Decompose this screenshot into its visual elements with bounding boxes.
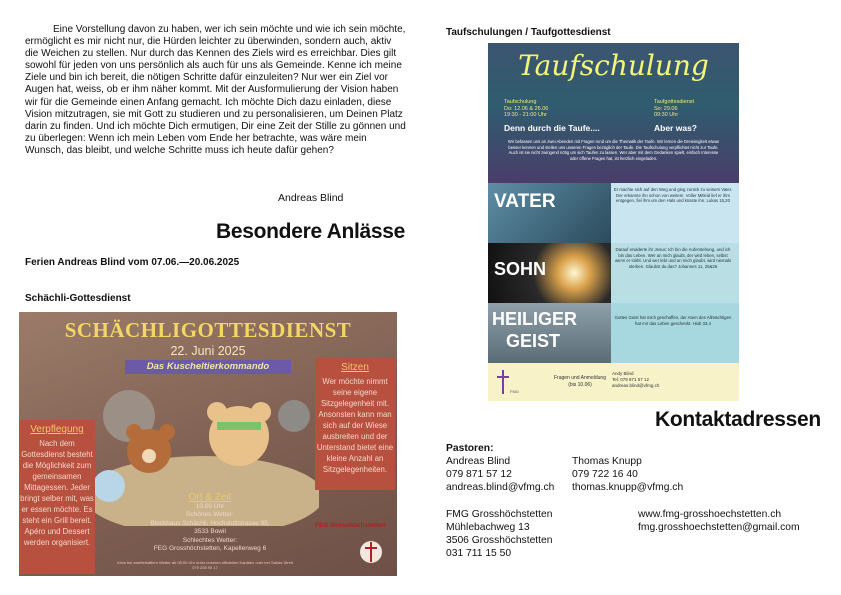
geist-word-2: GEIST — [506, 331, 561, 351]
taufschulung-poster — [488, 43, 739, 401]
poster-title: SCHÄCHLIGOTTESDIENST — [64, 318, 352, 342]
schaechli-label: Schächli-Gottesdienst — [25, 293, 131, 304]
ort-line: 10.00 Uhr — [195, 502, 225, 510]
tauf-description: Wir befassen uns an zwei Abenden mit Fragen rund um die Thematik der Taufe. Wir lernen die Dreieinigkeit etwas besser kennen und stellen uns unseren Fragen bezüglich der Taufe. Die Taufschulung verpflichtet nicht zur Taufe. Auch ist sie nicht zwingend nötig um sich Taufen zu lassen. Wer aber mit dem Gedanken spielt, einfach Interesse oder offene Fragen hat, ist herzlich eingeladen. — [507, 139, 720, 161]
verpflegung-heading: Verpflegung — [30, 424, 84, 435]
sitzen-heading: Sitzen — [341, 362, 369, 373]
church-logo-icon — [359, 538, 383, 568]
tauf-label: Taufschulungen / Taufgottesdienst — [446, 27, 611, 38]
info-line: 09:30 Uhr — [654, 112, 679, 118]
ort-zeit-box — [145, 494, 275, 554]
contact-line: Tel: 079 871 57 12 — [612, 377, 650, 382]
fmg-website: www.fmg-grosshoechstetten.ch — [638, 509, 782, 520]
vater-row — [488, 183, 739, 243]
poster-band: Das Kuscheltierkommando — [125, 360, 291, 374]
pastor-1-block — [446, 442, 554, 494]
pastor-2-block — [572, 455, 683, 494]
tauf-contact-label: Fragen und Anmeldung (bis 10.06) — [554, 375, 606, 388]
sohn-word: SOHN — [494, 259, 547, 279]
fmg-name: FMG Grosshöchstetten — [446, 509, 553, 520]
tauf-footer — [488, 363, 739, 401]
tauf-info-right — [654, 99, 694, 119]
pastor-1-phone: 079 871 57 12 — [446, 469, 512, 481]
geist-text: Gottes Geist hat mich geschaffen, der Atem des Allmächtigen hat mir das Leben geschenkt. Hiob 33,4 — [614, 315, 732, 326]
pastor-2-name: Thomas Knupp — [572, 456, 642, 467]
sohn-text: Darauf erwiderte ihr Jesus: Ich bin die Auferstehung, und ich bin das Leben. Wer an mich glaubt, der wird leben, selbst wenn er stirbt. Und wer lebt und an mich glaubt, wird niemals sterben. Glaubst du das? Johannes 11, 25&26 — [614, 247, 732, 269]
vacation-notice: Ferien Andreas Blind vom 07.06.—20.06.2025 — [25, 257, 240, 268]
ort-line: FEG Grosshöchstetten, Kapellenweg 6 — [153, 545, 267, 552]
fmg-email: fmg.grosshoechstetten@gmail.com — [638, 522, 800, 534]
tauf-question-2: Aber was? — [654, 123, 697, 133]
pastor-2-phone: 079 722 16 40 — [572, 469, 638, 481]
sohn-row — [488, 243, 739, 303]
verpflegung-box — [19, 420, 95, 574]
fmg-phone: 031 711 15 50 — [446, 548, 512, 560]
info-line: Taufschulung — [504, 99, 537, 105]
feg-logo-text: FEG Grosshöchstetten — [315, 522, 386, 529]
pastor-2-email: thomas.knupp@vfmg.ch — [572, 482, 684, 494]
intro-author: Andreas Blind — [278, 192, 344, 204]
pastor-1-name: Andreas Blind — [446, 456, 511, 468]
pastoren-label: Pastoren: — [446, 443, 494, 454]
pastor-1-email: andreas.blind@vfmg.ch — [446, 482, 555, 494]
verpflegung-text: Nach dem Gottesdienst besteht die Möglichkeit zum gemeinsamen Mittagessen. Jeder bringt selber mit, was er essen möchte. Es steht ein Grill bereit. Apéro und Dessert werden organisiert. — [20, 439, 94, 547]
kontakt-heading: Kontaktadressen — [655, 408, 821, 431]
intro-paragraph — [25, 24, 407, 157]
ort-line: Schlechtes Wetter: — [182, 536, 238, 544]
contact-line: andreas.blind@vfmg.ch — [612, 383, 660, 388]
ort-line: Schönes Wetter: — [186, 511, 234, 518]
fmg-online-block — [638, 508, 800, 534]
geist-word-1: HEILIGER — [492, 309, 578, 329]
fmg-street: Mühlebachweg 13 — [446, 522, 530, 534]
info-line: Taufgottesdienst — [654, 99, 695, 105]
poster-footnote: Infos bei zweifelhaftem Wetter ab 08:00 Uhr unter unseren offiziellen Kanälen oder bei Tobias Streit 079 208 95 17 — [117, 560, 293, 570]
info-line: 19:30 - 21:00 Uhr — [504, 112, 547, 118]
intro-text: Eine Vorstellung davon zu haben, wer ich sein möchte und wie ich sein möchte, ermöglicht es mir nicht nur, die Hürden leichter zu überwinden, sondern auch, aktiv die Weichen zu stellen. Nur durch das Kennen des Ziels wird es erreichbar. Dies gilt sowohl für jeden von uns persönlich als auch für uns als Gemeinde. Kenne ich meine Ziele und bin ich bereit, die nötigen Schritte dafür einzuleiten? Nur wer ein Ziel vor Augen hat, weiss, ob er ihm näher kommt. Mit der Ausformulierung der Vision haben wir für die Gemeinde einen Anfang gemacht. Ich möchte Dich dazu einladen, diese Vision mitzutragen, sie mit Gott zu studieren und zu personalisieren, um Deinen Platz darin zu finden. Und ich möchte Dich ermutigen, Dir eine Zeit der Stille zu gönnen und zu überlegen: Wenn ich mein Leben vom Ende her betrachte, was wäre mein Wunsch, das bleibt, und welche Schritte muss ich heute dafür gehen? — [25, 24, 406, 156]
info-line: Do: 12.06 & 26.06 — [504, 105, 549, 112]
ort-zeit-heading: Ort & Zeit — [188, 492, 232, 503]
contact-line: Andy Blind — [612, 371, 634, 376]
fmg-logo-text: FMG — [510, 389, 519, 394]
tauf-header-block — [488, 43, 739, 183]
geist-row — [488, 303, 739, 363]
special-events-heading: Besondere Anlässe — [216, 220, 406, 243]
fmg-city: 3506 Grosshöchstetten — [446, 535, 553, 547]
vater-word: VATER — [494, 191, 556, 212]
tauf-contact-info — [612, 371, 659, 389]
poster-date: 22. Juni 2025 — [170, 344, 246, 358]
schaechli-poster — [19, 312, 397, 576]
tauf-info-left — [504, 99, 548, 119]
tauf-title: Taufschulung — [518, 49, 709, 82]
info-line: So: 29.06 — [654, 105, 678, 112]
sitzen-box — [315, 358, 395, 490]
ort-line: Blockhaus Schächli, Hochstuttstrasse 95, 3533 Bowil — [150, 519, 270, 535]
vater-text: Er machte sich auf den Weg und ging zurück zu seinem Vater. Der erkannte ihn schon von weitem. Voller Mitleid lief er ihm entgegen, fiel ihm um den Hals und küsste ihn. Lukas 15,20 — [613, 187, 733, 204]
sitzen-text: Wer möchte nimmt seine eigene Sitzgelegenheit mit. Ansonsten kann man sich auf der Wiese ausbreiten und der Unterstand bietet eine kleine Anzahl an Sitzgelegenheiten. — [316, 377, 394, 474]
fmg-address-block — [446, 508, 552, 560]
tauf-question-1: Denn durch die Taufe.... — [504, 123, 600, 133]
